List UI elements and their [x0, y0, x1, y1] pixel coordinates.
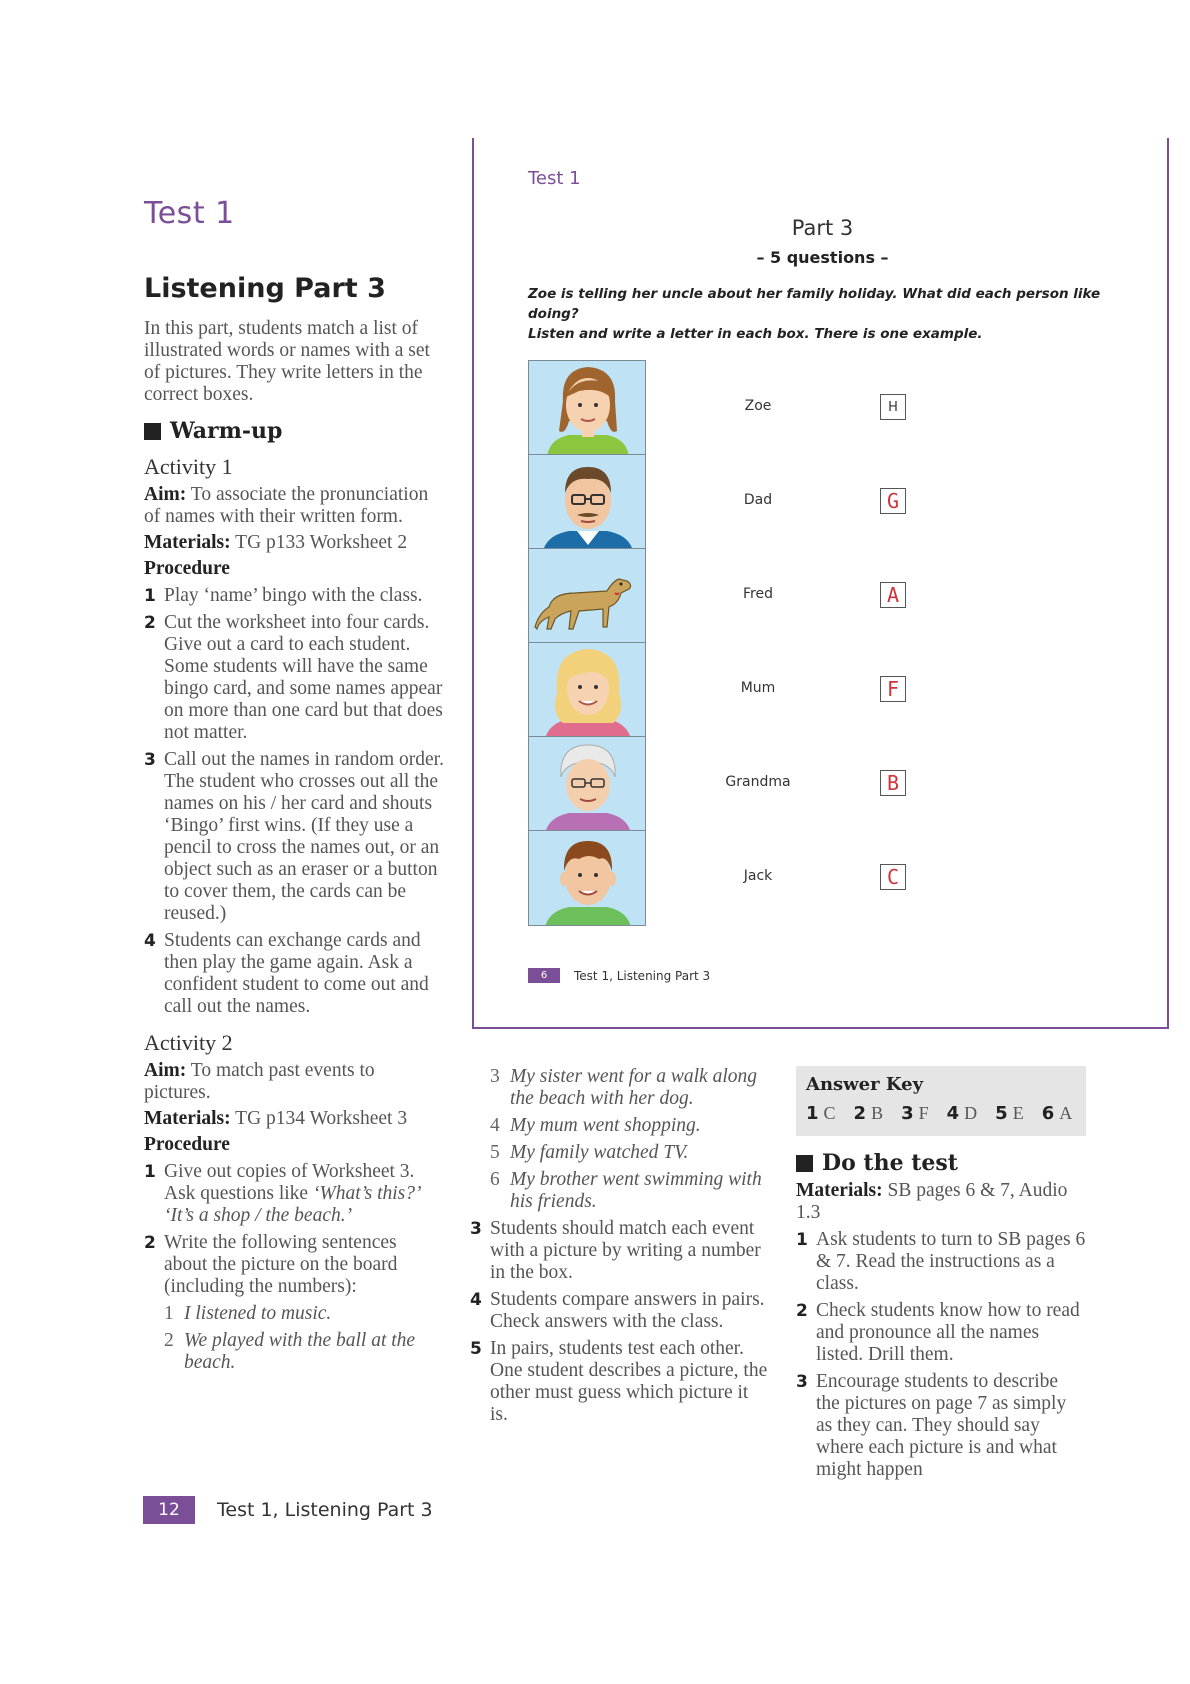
list-item: 1 Give out copies of Worksheet 3. Ask questions like ‘What’s this?’ ‘It’s a shop / the beach.’ — [144, 1161, 420, 1226]
answer-key-item: 5 E — [995, 1103, 1024, 1124]
activity-1-steps — [144, 585, 444, 1018]
do-the-test-materials: Materials: SB pages 6 & 7, Audio 1.3 — [796, 1180, 1068, 1223]
answer-key-box — [796, 1066, 1086, 1136]
answer-box[interactable]: A — [880, 582, 906, 608]
answer-key-item: 3 F — [901, 1103, 929, 1124]
activity-1-materials: Materials: TG p133 Worksheet 2 — [144, 532, 408, 553]
activity-2-steps-continued — [470, 1218, 770, 1426]
matching-row — [528, 830, 1128, 926]
boy-face-picture — [528, 830, 646, 926]
activity-2-procedure-label: Procedure — [144, 1134, 230, 1155]
sb-questions: – 5 questions – — [756, 248, 889, 267]
list-item: 2 Write the following sentences about the picture on the board (including the numbers): — [144, 1232, 398, 1297]
list-item: 3 Encourage students to describe the pictures on page 7 as simply as they can. They should say where each picture is and what might happen — [796, 1371, 1067, 1480]
sb-footer — [528, 968, 710, 983]
teacher-notes-middle-column — [470, 1066, 770, 1426]
sb-instructions: Zoe is telling her uncle about her family holiday. What did each person like doing? Listen and write a letter in each box. There is one example. — [528, 286, 1101, 342]
list-item: 1 Play ‘name’ bingo with the class. — [144, 585, 423, 606]
list-item: 2 Cut the worksheet into four cards. Give out a card to each student. Some students will have the same bingo card, and some names appear on more than one card but that does not matter. — [144, 612, 443, 743]
activity-2-aim: Aim: To match past events to pictures. — [144, 1060, 375, 1103]
person-name: Mum — [740, 680, 776, 696]
answer-box-example: H — [880, 394, 906, 420]
list-item: 3 My sister went for a walk along the beach with her dog. — [490, 1066, 757, 1109]
sb-footer-text: Test 1, Listening Part 3 — [574, 968, 711, 983]
list-item: 1 I listened to music. — [164, 1303, 332, 1324]
activity-1-procedure-label: Procedure — [144, 558, 230, 579]
do-the-test-label: Do the test — [822, 1150, 958, 1176]
activity-2-title: Activity 2 — [144, 1030, 233, 1055]
answer-key-item: 2 B — [853, 1103, 884, 1124]
person-name: Dad — [743, 492, 773, 508]
list-item: 1 Ask students to turn to SB pages 6 & 7. Read the instructions as a class. — [796, 1229, 1086, 1294]
example-sentences — [164, 1303, 444, 1374]
teacher-notes-left-column — [144, 196, 444, 1374]
woman-blonde-picture — [528, 642, 646, 738]
page-footer — [143, 1496, 433, 1524]
girl-face-picture — [528, 360, 646, 456]
answer-key-answers — [806, 1103, 1076, 1124]
person-name: Grandma — [725, 774, 791, 790]
intro-paragraph: In this part, students match a list of illustrated words or names with a set of pictures. They write letters in the correct boxes. — [144, 318, 430, 405]
list-item: 3 Call out the names in random order. The student who crosses out all the names on his / her card and shouts ‘Bingo’ first wins. (If they use a pencil to cross the names out, or an object such as an eraser or a button to cover them, the cards can be reused.) — [144, 749, 444, 924]
sb-header: Test 1 — [528, 168, 581, 189]
list-item: 2 We played with the ball at the beach. — [164, 1330, 416, 1373]
square-bullet-icon — [796, 1155, 813, 1172]
sb-page-number: 6 — [528, 968, 560, 983]
grandma-picture — [528, 736, 646, 832]
list-item: 2 Check students know how to read and pronounce all the names listed. Drill them. — [796, 1300, 1080, 1365]
list-item: 5 In pairs, students test each other. One student describes a picture, the other must guess which picture it is. — [470, 1338, 768, 1425]
do-the-test-heading — [796, 1150, 1086, 1176]
answer-box[interactable]: B — [880, 770, 906, 796]
activity-2-steps — [144, 1161, 444, 1298]
matching-row — [528, 454, 1128, 550]
dog-picture — [528, 548, 646, 644]
person-name: Jack — [743, 868, 773, 884]
man-with-glasses-picture — [528, 454, 646, 550]
list-item: 4 Students compare answers in pairs. Check answers with the class. — [470, 1289, 765, 1332]
matching-row — [528, 736, 1128, 832]
page-number: 12 — [143, 1496, 195, 1524]
answer-box[interactable]: F — [880, 676, 906, 702]
test-title: Test 1 — [144, 196, 235, 231]
answer-key-item: 1 C — [806, 1103, 836, 1124]
footer-text: Test 1, Listening Part 3 — [217, 1499, 433, 1521]
example-sentences-continued — [490, 1066, 770, 1213]
list-item: 4 My mum went shopping. — [490, 1115, 701, 1136]
answer-key-title: Answer Key — [806, 1074, 924, 1095]
list-item: 4 Students can exchange cards and then play the game again. Ask a confident student to come out and call out the names. — [144, 930, 429, 1017]
person-name: Zoe — [744, 398, 772, 414]
warmup-heading — [144, 418, 444, 444]
matching-row — [528, 642, 1128, 738]
answer-box[interactable]: C — [880, 864, 906, 890]
matching-row — [528, 548, 1128, 644]
warmup-heading-label: Warm-up — [170, 418, 283, 444]
square-bullet-icon — [144, 423, 161, 440]
section-title: Listening Part 3 — [144, 273, 386, 304]
student-book-excerpt — [472, 138, 1169, 1029]
list-item: 6 My brother went swimming with his friends. — [490, 1169, 762, 1212]
list-item: 5 My family watched TV. — [490, 1142, 689, 1163]
sb-part-title: Part 3 — [791, 216, 854, 240]
answer-key-item: 4 D — [946, 1103, 978, 1124]
teacher-notes-right-column — [796, 1066, 1086, 1481]
list-item: 3 Students should match each event with a picture by writing a number in the box. — [470, 1218, 761, 1283]
answer-key-item: 6 A — [1041, 1103, 1073, 1124]
matching-row — [528, 360, 1128, 456]
do-the-test-steps — [796, 1229, 1086, 1481]
activity-1-title: Activity 1 — [144, 454, 233, 479]
activity-2-materials: Materials: TG p134 Worksheet 3 — [144, 1108, 408, 1129]
activity-1-aim: Aim: To associate the pronunciation of names with their written form. — [144, 484, 429, 527]
answer-box[interactable]: G — [880, 488, 906, 514]
person-name: Fred — [743, 586, 773, 602]
